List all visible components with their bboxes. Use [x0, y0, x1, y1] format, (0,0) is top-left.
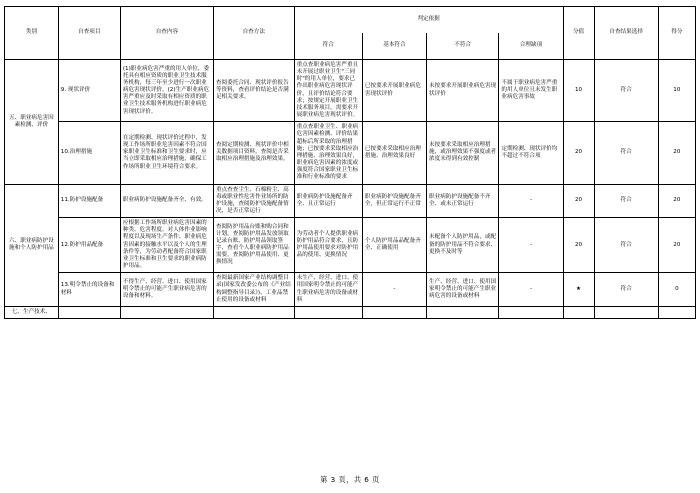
row-nonconform: 未按要求采取相应治理措施，或治理效果不强度或者浓度未得到有效控制 — [427, 122, 499, 184]
row-content — [120, 306, 213, 318]
row-method — [213, 306, 294, 318]
col-header-reasonable-omission: 合理缺项 — [499, 33, 563, 60]
table-row — [5, 122, 696, 184]
row-weight: 20 — [563, 122, 594, 184]
row-weight — [563, 306, 594, 318]
row-item — [58, 306, 120, 318]
row-weight: 10 — [563, 60, 594, 122]
row-score — [658, 306, 695, 318]
row-basic-conform — [362, 306, 426, 318]
row-conform: 职业病防护设施配备齐全、且正常运行 — [294, 184, 362, 218]
table-row — [5, 218, 696, 273]
row-reasonable-omission — [499, 306, 563, 318]
col-header-category: 类别 — [5, 7, 59, 60]
row-method: 查阅委托合同、现状评价报告等资料，查看评价结论是否满足相关要求。 — [213, 60, 294, 122]
row-nonconform: 未配备个人防护用品，或配备的防护用品不符合要求、更换不及时等 — [427, 218, 499, 273]
row-result[interactable]: 符合 — [594, 218, 658, 273]
row-result[interactable]: 符合 — [594, 273, 658, 307]
row-reasonable-omission: - — [499, 184, 563, 218]
row-method: 查阅定期检测、现状评价中相关数据项目资料，查阅是否采取相应治理措施及治理效果。 — [213, 122, 294, 184]
row-item: 12.防护用品配备 — [58, 218, 120, 273]
row-basic-conform: 已按要求采取相应治理措施、治理效果良好 — [362, 122, 426, 184]
table-header — [5, 7, 696, 60]
row-nonconform: 生产、经营、进口、使用国家明令禁止的可能产生职业病危害的设备或材料 — [427, 273, 499, 307]
row-basic-conform: 职业病防护设施配备齐全，但正常运行不正常 — [362, 184, 426, 218]
row-item: 11.防护设施配备 — [58, 184, 120, 218]
row-score: 20 — [658, 122, 695, 184]
col-header-basic-conform: 基本符合 — [362, 33, 426, 60]
row-basic-conform: 个人防护用品品配备齐全、正确使用 — [362, 218, 426, 273]
occupational-health-self-inspection-table — [4, 6, 696, 319]
col-header-content: 自查内容 — [120, 7, 213, 60]
row-content: 在定期检测、现状评价过程中，发现工作场所职业危害因素不符合国家职业卫生标准和卫生要求时，应当立即采取相应治理措施，确保工作场所职业卫生环境符合要求。 — [120, 122, 213, 184]
page-footer: 第 3 页，共 6 页 — [320, 475, 380, 484]
row-content: 应根据工作场所职业病危害因素的种类、危害程度、对人体作业影响程度以及现场生产条件、职业病危害因素的接触水平以及个人的生理条件等，为劳动者配备符合国家职业卫生标准和卫生要求的职业病防护用品。 — [120, 218, 213, 273]
row-conform: 重点查职业病危害严重且未开展过职业卫生"三同时"的用人单位，要求已作出职业病危害现状评价，且评价结论符合要求；按规定开展职业卫生技术服务项目，需要求开展职业病危害现状评价。 — [294, 60, 362, 122]
row-category: 五、职业病危害因素检测、评价 — [5, 60, 59, 185]
row-item: 10.治理措施 — [58, 122, 120, 184]
col-header-method: 自查方法 — [213, 7, 294, 60]
row-reasonable-omission: 定期检测、现状评价均不超过不符合项 — [499, 122, 563, 184]
row-result[interactable]: 符合 — [594, 184, 658, 218]
col-header-score: 得分 — [658, 7, 695, 60]
table-row — [5, 60, 696, 122]
row-item: 13.明令禁止的设备和材料 — [58, 273, 120, 307]
row-method: 重点查查尘生、石棉粉尘、高毒或职业性危害作业场所的防护设施，查阅防护设施配备情况，是否正常运行 — [213, 184, 294, 218]
row-result[interactable] — [594, 306, 658, 318]
col-header-weight: 分值 — [563, 7, 594, 60]
row-conform: 为劳动者个人提供职业病防护用品符合要求，且防护用品使用要求对防护用品的使用、更换情况 — [294, 218, 362, 273]
row-content: 职业病防护设施配备齐全、有效。 — [120, 184, 213, 218]
col-header-result: 自查结果选择 — [594, 7, 658, 60]
table-row — [5, 184, 696, 218]
row-category: 六、职业病防护设施和个人防护用品 — [5, 184, 59, 306]
row-score: 20 — [658, 184, 695, 218]
row-weight: 20 — [563, 184, 594, 218]
row-conform: 重点查职业卫生、职业病危害因素检测、评价结果超标后所采取的治理措施；已按要求采取相应治理措施、治理效果良好，职业病危害因素的浓度或强度符合国家职业卫生标准和行业标准的要求 — [294, 122, 362, 184]
row-basic-conform: - — [362, 273, 426, 307]
row-score: 20 — [658, 218, 695, 273]
row-content: 不得生产、经营、进口、使用国家明令禁止的可能产生职业病危害的设备和材料。 — [120, 273, 213, 307]
col-header-nonconform: 不符合 — [427, 33, 499, 60]
row-result[interactable]: 符合 — [594, 122, 658, 184]
table-row — [5, 273, 696, 307]
table-body — [5, 60, 696, 319]
row-nonconform: 未按要求开展职业病危害现状评价 — [427, 60, 499, 122]
row-method: 查阅防护用品台账和购合同和计划，查阅防护用品发放领取记录台账、防护用品领取签字，查看个人职业病防护用品需要，查阅防护用品使用、更换情况 — [213, 218, 294, 273]
row-weight: 20 — [563, 218, 594, 273]
row-weight: ★ — [563, 273, 594, 307]
row-content: (1)职业病危害严重的用人单位，委托具有相应资质的职业卫生技术服务机构，每三年至少进行一次职业病危害现状评价。(2)生产职业病危害严重应及时采取有相应资质的职业卫生技术服务机构进行职业病危害现状评价。 — [120, 60, 213, 122]
row-reasonable-omission: 不属于职业病危害严重的用人单位且未发生职业病危害事故 — [499, 60, 563, 122]
row-reasonable-omission: - — [499, 273, 563, 307]
table-row — [5, 306, 696, 318]
row-method: 查阅最新国家产业结构调整目录(国家发改委公布的《产业结构调整指导目录》)、工业品禁止使用的设备或材料 — [213, 273, 294, 307]
row-conform — [294, 306, 362, 318]
row-basic-conform: 已按要求开展职业病危害现状评价 — [362, 60, 426, 122]
row-nonconform — [427, 306, 499, 318]
row-reasonable-omission: - — [499, 218, 563, 273]
row-item: 9. 现状评价 — [58, 60, 120, 122]
row-category: 七、生产技术、 — [5, 306, 59, 318]
row-score: 0 — [658, 273, 695, 307]
row-nonconform: 职业病防护设施配备不齐全、或未正常运行 — [427, 184, 499, 218]
row-score: 10 — [658, 60, 695, 122]
col-header-item: 自查项目 — [58, 7, 120, 60]
row-conform: 未生产、经营、进口、使用国家明令禁止的可能产生职业病危害的设备或材料 — [294, 273, 362, 307]
col-header-judge: 判定依据 — [294, 7, 563, 34]
col-header-conform: 符合 — [294, 33, 362, 60]
row-result[interactable]: 符合 — [594, 60, 658, 122]
